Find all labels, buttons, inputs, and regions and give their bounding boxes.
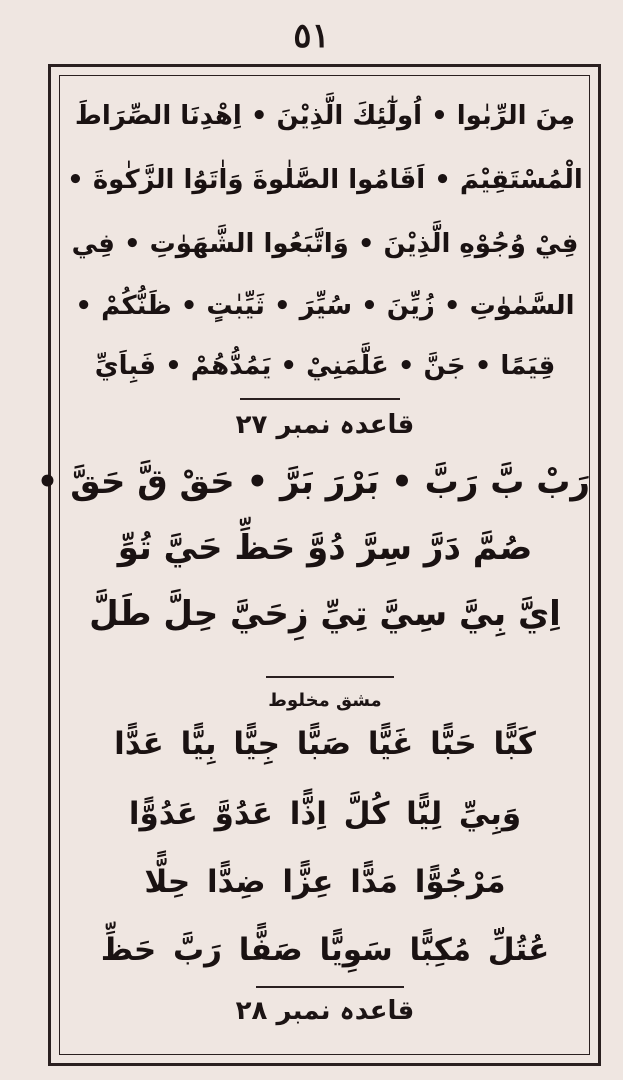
page-number: ٥١ — [293, 16, 330, 56]
rule-27-heading: قاعدہ نمبر ٢٧ — [235, 410, 415, 440]
mixed-practice-row-3: مَرْجُوًّا مَدًّا عِزًّا ضِدًّا حِلًّا — [144, 864, 506, 900]
mixed-practice-heading: مشق مخلوط — [268, 690, 382, 711]
section-divider — [240, 398, 400, 400]
rule-27-row-3: اِيَّ بِيَّ سِيَّ تِيِّ زِحَيَّ حِلَّ طَلَّ — [89, 594, 561, 634]
section-divider — [256, 986, 404, 988]
rule-27-row-2: صُمَّ دَرَّ سِرَّ دُوَّ حَظِّ حَيَّ تُوِّ — [117, 528, 533, 568]
verse-line-5: قِيَمًا • جَنَّ • عَلَّمَنِيْ • يَمُدُّهُمْ • فَبِاَيِّ — [94, 351, 556, 381]
rule-28-heading: قاعدہ نمبر ٢٨ — [235, 996, 415, 1026]
verse-line-3: فِيْ وُجُوْهِ الَّذِيْنَ • وَاتَّبَعُوا الشَّهَوٰتِ • فِي — [71, 229, 579, 259]
section-divider — [266, 676, 394, 678]
mixed-practice-row-4: عُتُلِّ مُكِبًّا سَوِيًّا صَفًّا رَبَّ حَظِّ — [100, 932, 550, 968]
verse-line-4: السَّمٰوٰتِ • زُيِّنَ • سُيِّرَ • ثَيِّبٰتٍ • ظَنُّكُمْ • — [75, 291, 575, 321]
rule-27-row-1: رَبْ بَّ رَبَّ • بَرْرَ بَرَّ • حَقْ قَّ حَقَّ • — [36, 462, 590, 502]
mixed-practice-row-2: وَبِيِّ لِيًّا كُلَّ اِذًّا عَدُوَّ عَدُوًّا — [128, 796, 522, 832]
page-content — [36, 82, 590, 1057]
verse-line-1: مِنَ الرِّبٰوا • اُولٰٓئِكَ الَّذِيْنَ • اِهْدِنَا الصِّرَاطَ — [74, 101, 576, 131]
mixed-practice-row-1: كَبًّا حَبًّا غَيًّا صَبًّا جِيًّا بِيًّا عَدًّا — [114, 726, 536, 762]
verse-line-2: الْمُسْتَقِيْمَ • اَقَامُوا الصَّلٰوةَ وَاٰتَوُا الزَّكٰوةَ • — [67, 165, 583, 195]
